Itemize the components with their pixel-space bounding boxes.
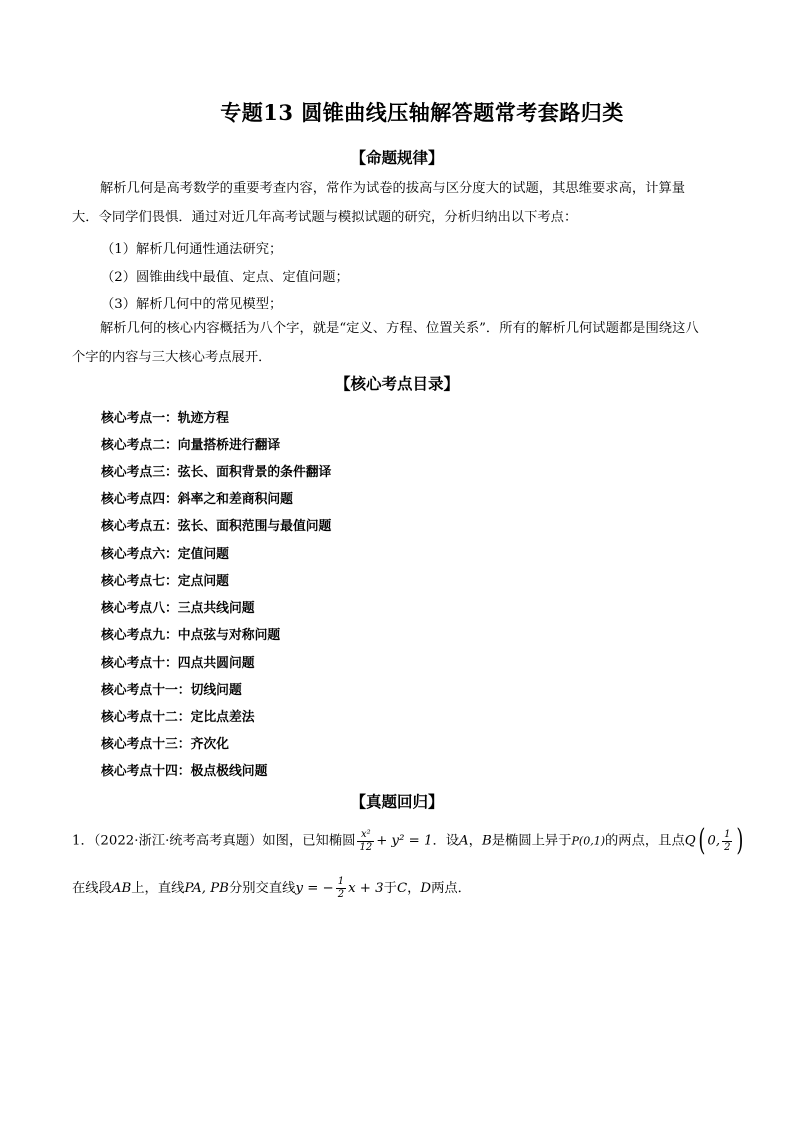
summary-line-2: 个字的内容与三大核心考点展开．	[72, 350, 272, 365]
ellipse-fraction	[357, 829, 374, 854]
point-q: Q	[684, 833, 696, 849]
toc-item: 核心考点七：定点问题	[101, 574, 229, 589]
rule-item-2: （2）圆锥曲线中最值、定点、定值问题；	[101, 270, 349, 285]
intro-line-2: 大．令同学们畏惧．通过对近几年高考试题与模拟试题的研究，分析归纳出以下考点：	[72, 210, 578, 225]
frac-denominator: 12	[359, 841, 373, 853]
q-coord-x: 0,	[707, 833, 721, 849]
toc-item: 核心考点十三：齐次化	[101, 737, 229, 752]
ellipse-eq-rest: + y² = 1	[376, 833, 433, 849]
summary-paragraph-cont	[72, 343, 724, 372]
toc-item: 核心考点五：弦长、面积范围与最值问题	[101, 519, 332, 534]
line-eq-fraction	[336, 876, 346, 901]
frac-numerator: 1	[724, 828, 731, 840]
section-heading-rules: 【命题规律】	[350, 148, 444, 167]
point-b: B	[481, 833, 492, 849]
point-d: D	[420, 881, 432, 896]
summary-line-1: 解析几何的核心内容概括为八个字，就是“定义、方程、位置关系”．所有的解析几何试题都是围绕这八	[100, 321, 699, 336]
line-eq-part1: y = −	[295, 881, 334, 896]
q1-mid3: 的两点，且点	[605, 833, 685, 849]
section-heading-review: 【真题回归】	[350, 792, 444, 811]
q1-line2-e: ，	[407, 881, 421, 896]
section-heading-toc: 【核心考点目录】	[334, 374, 459, 393]
toc-item: 核心考点一：轨迹方程	[101, 411, 229, 426]
q1-prefix: 1．（2022·浙江·统考高考真题）如图，已知椭圆	[72, 833, 356, 849]
right-paren: )	[736, 823, 744, 858]
toc-item: 核心考点九：中点弦与对称问题	[101, 628, 281, 643]
q1-line2-a: 在线段	[72, 881, 112, 896]
point-c: C	[396, 881, 408, 896]
summary-paragraph	[72, 314, 724, 343]
segment-ab: AB	[111, 881, 132, 896]
point-a: A	[459, 833, 469, 849]
page-title: 专题13 圆锥曲线压轴解答题常考套路归类	[220, 100, 624, 125]
rule-item-1: （1）解析几何通性通法研究；	[101, 242, 283, 257]
frac-denominator: 2	[337, 889, 345, 900]
toc-item: 核心考点六：定值问题	[101, 547, 229, 562]
question-1-line-1	[72, 823, 746, 858]
q1-line2-b: 上，直线	[131, 881, 185, 896]
intro-paragraph-cont	[72, 203, 724, 232]
left-paren: (	[698, 823, 706, 858]
intro-line-1: 解析几何是高考数学的重要考查内容，常作为试卷的拔高与区分度大的试题，其思维要求高，计算量	[100, 181, 686, 196]
intro-paragraph	[72, 174, 724, 203]
q1-line2-f: 两点．	[431, 881, 471, 896]
frac-denominator: 2	[724, 841, 731, 853]
toc-item: 核心考点三：弦长、面积背景的条件翻译	[101, 465, 332, 480]
toc-item: 核心考点十：四点共圆问题	[101, 656, 255, 671]
line-eq-part2: x + 3	[348, 881, 384, 896]
question-1-line-2	[72, 876, 471, 901]
lines-pa-pb: PA, PB	[184, 881, 229, 896]
q-coord-fraction	[722, 829, 732, 854]
toc-item: 核心考点十一：切线问题	[101, 683, 242, 698]
toc-item: 核心考点十四：极点极线问题	[101, 764, 268, 779]
toc-item: 核心考点四：斜率之和差商积问题	[101, 492, 293, 507]
point-p: P(0,1)	[571, 834, 605, 848]
rule-item-3: （3）解析几何中的常见模型；	[101, 297, 283, 312]
frac-numerator: 1	[337, 876, 345, 887]
q1-mid2: 是椭圆上异于	[491, 833, 572, 849]
q1-line2-d: 于	[383, 881, 397, 896]
q1-line2-c: 分别交直线	[228, 881, 296, 896]
comma: ，	[468, 833, 482, 849]
toc-item: 核心考点十二：定比点差法	[101, 710, 255, 725]
q1-mid: ．设	[432, 833, 460, 849]
frac-numerator: x²	[357, 829, 374, 842]
toc-item: 核心考点八：三点共线问题	[101, 601, 255, 616]
toc-item: 核心考点二：向量搭桥进行翻译	[101, 438, 281, 453]
